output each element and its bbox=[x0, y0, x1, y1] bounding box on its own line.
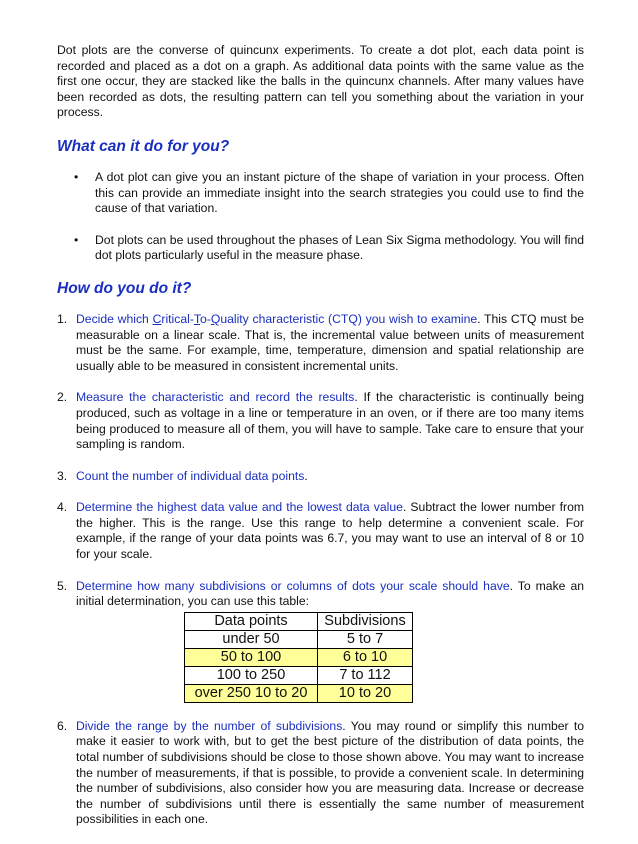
benefit-item-1 bbox=[57, 170, 584, 217]
step-4-link[interactable]: Determine the highest data value and the lowest data value bbox=[76, 500, 403, 515]
table-row bbox=[185, 684, 413, 702]
table-cell: 7 to 112 bbox=[318, 666, 413, 684]
step-6-text: . You may round or simplify this number to make it easier to work with, but to get the best picture of the distribution of data points, the total number of subdivisions should be close to those shown above. You may want to increase the number of measurements, if that is possible, to provide a convenient scale. In determining the number of subdivisions, also consider how you are measuring data. Increase or decrease the number of subdivisions until there is essentially the same number of measurement possibilities in each one. bbox=[76, 718, 584, 827]
benefit-text-2: Dot plots can be used throughout the phases of Lean Six Sigma methodology. You will find dot plots particularly useful in the measure phase. bbox=[95, 232, 584, 263]
step-3-text: . bbox=[304, 468, 308, 483]
table-header-cell: Subdivisions bbox=[318, 612, 413, 630]
table-cell: under 50 bbox=[185, 630, 318, 648]
step-3-link[interactable]: Count the number of individual data points bbox=[76, 468, 305, 483]
benefits-list bbox=[57, 170, 584, 264]
step-1-link[interactable]: Decide which Critical-To-Quality characteristic (CTQ) you wish to examine bbox=[76, 311, 478, 326]
table-cell: 100 to 250 bbox=[185, 666, 318, 684]
step-2-link[interactable]: Measure the characteristic and record the results bbox=[76, 390, 355, 405]
step-1 bbox=[57, 312, 584, 374]
table-row bbox=[185, 648, 413, 666]
step-number: 1. bbox=[57, 311, 68, 326]
step-2-text: . If the characteristic is continually being produced, such as voltage in a line or temperature in an oven, or if there are too many items being produced to measure all of them, you will have to sample. Take care to ensure that your sampling is random. bbox=[76, 390, 585, 452]
table-cell: over 250 10 to 20 bbox=[185, 684, 318, 702]
step-number: 3. bbox=[57, 468, 68, 483]
step-5-link[interactable]: Determine how many subdivisions or columns of dots your scale should have bbox=[76, 578, 510, 593]
steps-list bbox=[57, 312, 584, 828]
table-header-cell: Data points bbox=[185, 612, 318, 630]
step-5-text: . To make an initial determination, you can use this table: bbox=[76, 578, 584, 609]
step-6-link[interactable]: Divide the range by the number of subdivisions bbox=[76, 718, 343, 733]
bullet-icon: • bbox=[74, 169, 79, 184]
step-4 bbox=[57, 500, 584, 562]
step-6 bbox=[57, 719, 584, 828]
table-cell: 50 to 100 bbox=[185, 648, 318, 666]
table-row bbox=[185, 666, 413, 684]
bullet-icon: • bbox=[74, 232, 79, 247]
step-1-text: . This CTQ must be measurable on a linear scale. That is, the incremental value between units of measurement must be the same. For example, time, temperature, dimension and spatial relationship are usually able to be measured in consistent incremental units. bbox=[76, 311, 584, 373]
document-page bbox=[57, 43, 584, 844]
intro-paragraph: Dot plots are the converse of quincunx experiments. To create a dot plot, each data point is recorded and placed as a dot on a graph. As additional data points with the same value as the first one occur, they are stacked like the balls in the quincunx channels. After many values have been recorded as dots, the resulting pattern can tell you something about the variation in your process. bbox=[57, 43, 584, 120]
table-cell: 6 to 10 bbox=[318, 648, 413, 666]
step-number: 4. bbox=[57, 500, 68, 515]
benefit-text-1: A dot plot can give you an instant picture of the shape of variation in your process. Often this can provide an immediate insight into the search strategies you could use to find the cause of that variation. bbox=[95, 169, 584, 216]
step-number: 5. bbox=[57, 578, 68, 593]
table-cell: 5 to 7 bbox=[318, 630, 413, 648]
heading-how-do-you-do-it: How do you do it? bbox=[57, 279, 192, 297]
table-cell: 10 to 20 bbox=[318, 684, 413, 702]
step-number: 2. bbox=[57, 390, 68, 405]
subdivisions-table bbox=[184, 612, 413, 703]
step-4-text: . Subtract the lower number from the higher. This is the range. Use this range to help determine a convenient scale. For example, if the range of your data points was 6.7, you may want to use an interval of 8 or 10 for your scale. bbox=[76, 500, 584, 562]
table-row bbox=[185, 630, 413, 648]
step-number: 6. bbox=[57, 718, 68, 733]
table-header-row bbox=[185, 612, 413, 630]
step-5 bbox=[57, 579, 584, 703]
heading-what-can-it-do: What can it do for you? bbox=[57, 137, 230, 155]
step-2 bbox=[57, 390, 584, 452]
benefit-item-2 bbox=[57, 233, 584, 264]
step-3 bbox=[57, 469, 584, 485]
